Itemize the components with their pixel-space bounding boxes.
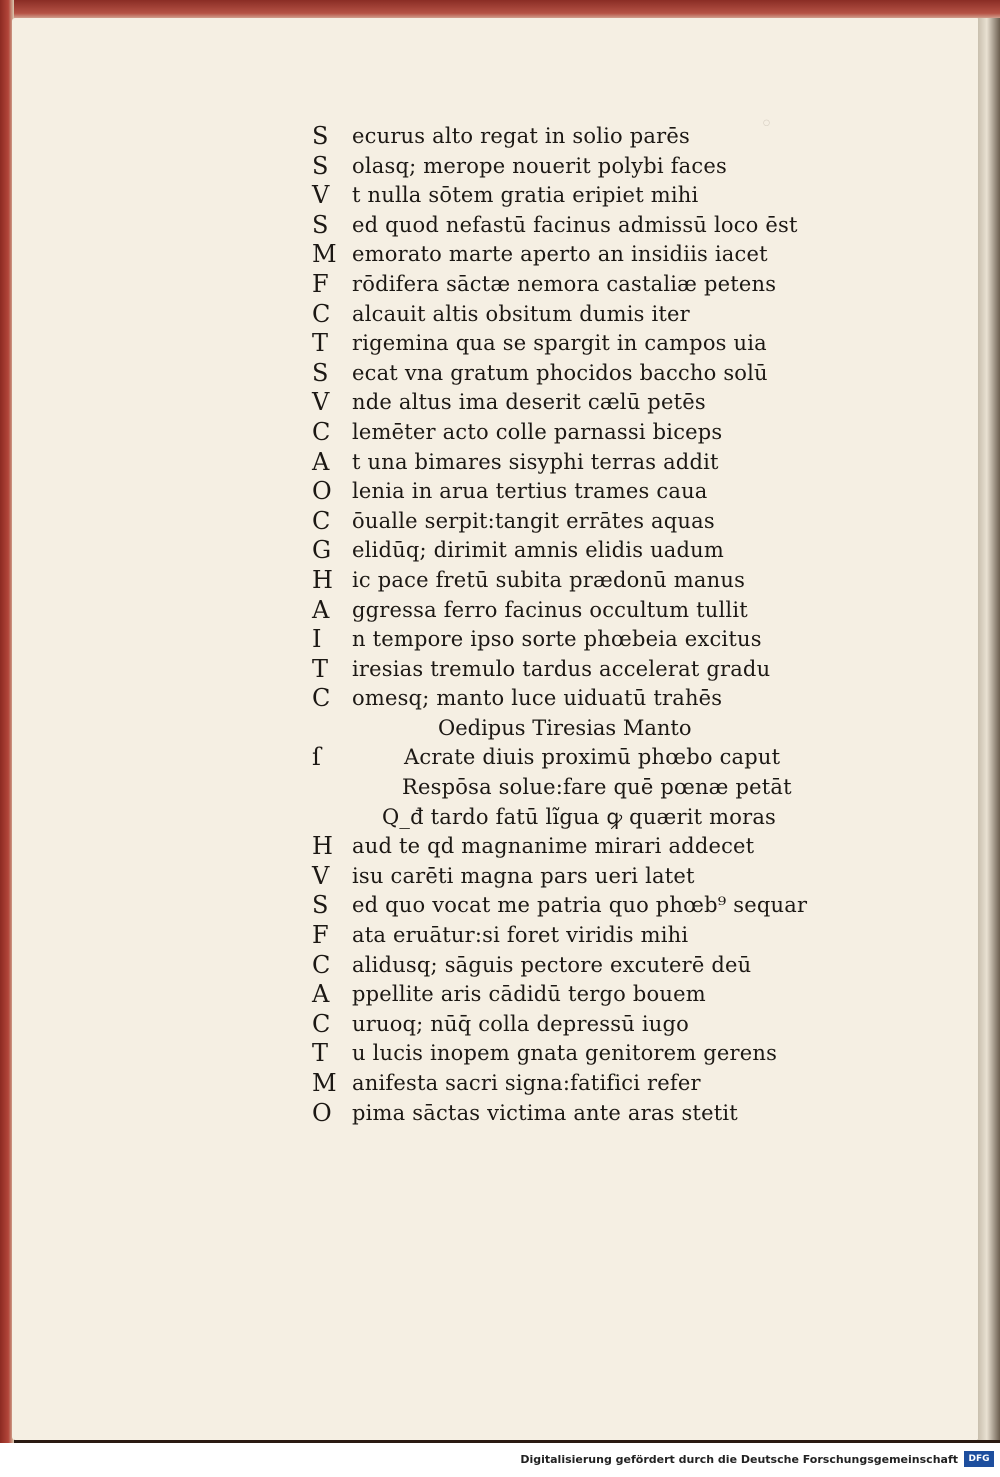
verse-line xyxy=(312,507,812,537)
verse-line xyxy=(312,891,812,921)
verse-initial: G xyxy=(312,536,332,565)
verse-initial: A xyxy=(312,980,330,1009)
verse-text: u lucis inopem gnata genitorem gerens xyxy=(352,1041,778,1066)
verse-text: n tempore ipso sorte phœbeia excitus xyxy=(352,627,762,652)
verse-initial: C xyxy=(312,1009,331,1038)
verse-initial: S xyxy=(312,122,329,150)
verse-line xyxy=(312,951,812,981)
verse-line xyxy=(312,1039,812,1069)
verse-initial: V xyxy=(312,388,330,417)
verse-initial: S xyxy=(312,151,329,180)
verse-initial: C xyxy=(312,684,331,713)
verse-initial: H xyxy=(312,565,333,594)
verse-text: Q_đ tardo fatū lĩgua ꝙ quærit moras xyxy=(382,804,777,829)
verse-line xyxy=(312,211,812,241)
verse-initial: A xyxy=(312,447,330,476)
speaker-heading-line xyxy=(312,714,812,744)
verse-initial: C xyxy=(312,299,331,328)
verse-line xyxy=(312,655,812,685)
verse-line xyxy=(312,240,812,270)
page-gutter xyxy=(978,18,1000,1440)
verse-text: nde altus ima deserit cælū petēs xyxy=(352,390,706,415)
verse-initial: S xyxy=(312,358,329,387)
verse-text: alidusq; sāguis pectore excuterē deū xyxy=(352,952,752,977)
verse-initial: C xyxy=(312,506,331,535)
verse-line xyxy=(312,625,812,655)
verse-line xyxy=(312,773,812,803)
verse-text: rigemina qua se spargit in campos uia xyxy=(352,331,767,356)
verse-text: ppellite aris cādidū tergo bouem xyxy=(352,982,706,1007)
verse-line xyxy=(312,862,812,892)
verse-text: ecurus alto regat in solio parēs xyxy=(352,124,690,148)
verse-line xyxy=(312,418,812,448)
verse-line xyxy=(312,921,812,951)
verse-line xyxy=(312,477,812,507)
verse-initial: O xyxy=(312,477,332,506)
verse-text: aud te qd magnanime mirari addecet xyxy=(352,834,755,859)
verse-line xyxy=(312,181,812,211)
verse-text: ggressa ferro facinus occultum tullit xyxy=(352,597,748,622)
verse-text: pima sāctas victima ante aras stetit xyxy=(352,1100,738,1125)
verse-line xyxy=(312,359,812,389)
dfg-logo: DFG xyxy=(964,1451,994,1467)
verse-text: lenia in arua tertius trames caua xyxy=(352,479,708,504)
verse-initial: H xyxy=(312,832,333,861)
verse-text: ed quod nefastū facinus admissū loco ēst xyxy=(352,212,798,237)
verse-text: ōualle serpit:tangit errātes aquas xyxy=(352,508,715,533)
verse-text: uruoq; nūq̄ colla depressū iugo xyxy=(352,1011,689,1036)
verse-initial: I xyxy=(312,625,322,654)
verse-line xyxy=(312,270,812,300)
verse-initial: F xyxy=(312,921,329,950)
verse-initial: V xyxy=(312,861,330,890)
funding-credit: Digitalisierung gefördert durch die Deutsche Forschungsgemeinschaft xyxy=(520,1453,958,1466)
verse-line xyxy=(312,566,812,596)
verse-initial: S xyxy=(312,891,329,920)
verse-text: ed quo vocat me patria quo phœb⁹ sequar xyxy=(352,893,808,918)
verse-line xyxy=(312,448,812,478)
verse-line xyxy=(312,1099,812,1129)
verse-line xyxy=(312,300,812,330)
verse-line xyxy=(312,152,812,182)
verse-initial: M xyxy=(312,1069,337,1097)
verse-text: isu carēti magna pars ueri latet xyxy=(352,863,695,888)
speaker-heading: Oedipus Tiresias Manto xyxy=(438,715,692,740)
verse-text: Acrate diuis proximū phœbo caput xyxy=(404,745,781,770)
verse-text: rōdifera sāctæ nemora castaliæ petens xyxy=(352,271,777,296)
verse-initial: A xyxy=(312,595,330,624)
verse-initial: T xyxy=(312,329,329,358)
verse-initial: ſ xyxy=(312,743,321,772)
verse-initial: T xyxy=(312,1039,329,1068)
verse-line xyxy=(312,596,812,626)
verse-initial: C xyxy=(312,950,331,979)
verse-text: alcauit altis obsitum dumis iter xyxy=(352,301,690,326)
verse-line xyxy=(312,388,812,418)
verse-text: t una bimares sisyphi terras addit xyxy=(352,449,719,474)
verse-initial: T xyxy=(312,654,329,683)
verse-line xyxy=(312,1069,812,1099)
verse-text: olasq; merope nouerit polybi faces xyxy=(352,153,727,178)
verse-line xyxy=(312,122,812,152)
verse-initial: F xyxy=(312,269,329,298)
verse-line xyxy=(312,684,812,714)
verse-text: Respōsa solue:fare quē pœnæ petāt xyxy=(402,775,792,800)
verse-text: elidūq; dirimit amnis elidis uadum xyxy=(352,538,725,563)
verse-text: t nulla sōtem gratia eripiet mihi xyxy=(352,183,699,208)
verse-line xyxy=(312,980,812,1010)
verse-line xyxy=(312,1010,812,1040)
verse-text: omesq; manto luce uiduatū trahēs xyxy=(352,686,723,711)
verse-line xyxy=(312,536,812,566)
digitization-footer xyxy=(0,1443,1000,1477)
verse-text-block xyxy=(312,122,812,1128)
verse-initial: S xyxy=(312,210,329,239)
verse-line xyxy=(312,743,812,773)
verse-initial: C xyxy=(312,417,331,446)
verse-initial: M xyxy=(312,240,337,269)
verse-text: emorato marte aperto an insidiis iacet xyxy=(352,242,768,267)
verse-line xyxy=(312,832,812,862)
verse-text: ecat vna gratum phocidos baccho solū xyxy=(352,360,768,385)
verse-initial: O xyxy=(312,1098,332,1127)
verse-text: ic pace fretū subita prædonū manus xyxy=(352,567,746,592)
verse-line xyxy=(312,329,812,359)
verse-text: ata eruātur:si foret viridis mihi xyxy=(352,923,689,948)
verse-text: anifesta sacri signa:fatifici refer xyxy=(352,1071,701,1095)
verse-text: lemēter acto colle parnassi biceps xyxy=(352,419,723,444)
verse-text: iresias tremulo tardus accelerat gradu xyxy=(352,656,771,681)
verse-initial: V xyxy=(312,181,330,210)
verse-line xyxy=(312,803,812,833)
